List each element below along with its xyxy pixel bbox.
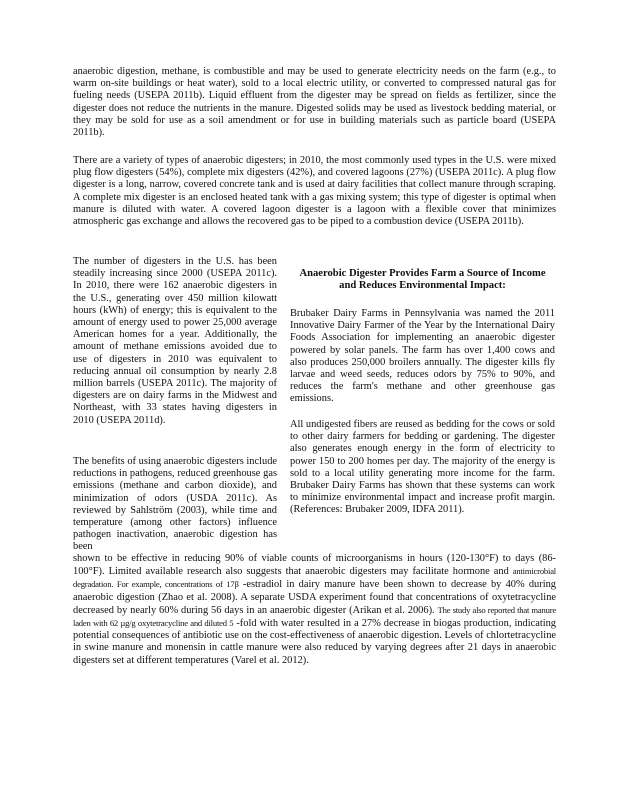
text-run-small: The study also reported that manure laden with 62 µg/g oxytetracycline and diluted 5: [73, 604, 557, 629]
case-study-paragraph-2: All undigested fibers are reused as bedding for the cows or sold to other dairy farmers for bedding or gardening. The digester also generates enough energy in the form of electricity to power 150 to 200 homes per day. The majority of the energy is sold to a local utility generating more income for the farm. Brubaker Dairy Farms has shown that these systems can work to minimize environmental impact and increase profit margin. (References: Brubaker 2009, IDFA 2011).: [290, 419, 555, 516]
text-run: -estradiol in dairy manure have been shown to decrease by 40% during anaerobic digestion (Zhao et al. 2008). A separate USDA experiment found that concentrations of oxytetracycline decreased by nearly 60% during 56 days in an anaerobic digester (Arikan et al. 2006).: [73, 579, 556, 616]
case-study-heading: Anaerobic Digester Provides Farm a Source of Income and Reduces Environmental Impact:: [299, 268, 546, 292]
paragraph-digester-count: The number of digesters in the U.S. has been steadily increasing since 2000 (USEPA 2011c). In 2010, there were 162 anaerobic digesters in the U.S., generating over 450 million kilowatt hours (kWh) of energy; this is equivalent to the amount of energy used to power 25,000 average American homes for a year. Additionally, the amount of methane emissions avoided due to use of digesters in 2010 was equivalent to reducing annual oil consumption by nearly 2.8 million barrels (USEPA 2011c). The majority of digesters are on dairy farms in the Midwest and Northeast, with 33 states having digesters in 2010 (USEPA 2011d).: [73, 256, 277, 426]
paragraph-digestion-uses: anaerobic digestion, methane, is combustible and may be used to generate electricity needs on the farm (e.g., to warm on-site buildings or heat water), sold to a local electric utility, or converted to compressed natural gas for fueling needs (USEPA 2011b). Liquid effluent from the digester may be spread on fields as fertilizer, since the digester does not reduce the nutrients in the manure. Digested solids may be used as livestock bedding material, or they may be sold for use as a soil amendment or for use in building materials such as particle board (USEPA 2011b).: [73, 66, 556, 139]
paragraph-benefits: The benefits of using anaerobic digesters include reductions in pathogens, reduced greenhouse gas emissions (methane and carbon dioxide), and minimization of odors (USDA 2011c). As reviewed by Sahlström (2003), while time and temperature (among other factors) influence pathogen inactivation, anaerobic digestion has been: [73, 456, 277, 553]
paragraph-digester-types: There are a variety of types of anaerobic digesters; in 2010, the most commonly used types in the U.S. were mixed plug flow digesters (54%), complete mix digesters (42%), and covered lagoons (27%) (USEPA 2011c). A plug flow digester is a long, narrow, covered concrete tank and is used at dairy facilities that collect manure through scraping. A complete mix digester is an enclosed heated tank with a gas mixing system; this type of digester is optimal when manure is diluted with water. A covered lagoon digester is a lagoon with a flexible cover that minimizes atmospheric gas exchange and allows the recovered gas to be piped to a combustion device (USEPA 2011b).: [73, 155, 556, 228]
case-study-paragraph-1: Brubaker Dairy Farms in Pennsylvania was named the 2011 Innovative Dairy Farmer of the Year by the International Dairy Foods Association for implementing an anaerobic digester powered by solar panels. The farm has over 1,400 cows and also produces 250,000 broilers annually. The digester kills fly larvae and weed seeds, reduces odors by 75% to 90%, and reduces the farm's methane and other greenhouse gas emissions.: [290, 308, 555, 405]
text-run: -fold with water resulted in a 27% decrease in biogas production, indicating potential consequences of antibiotic use on the cost-effectiveness of anaerobic digestion. Levels of chlortetracycline in swine manure and monensin in cattle manure were also reduced by varying degrees after 21 days in anaerobic digesters set at different temperatures (Varel et al. 2012).: [73, 618, 556, 666]
paragraph-pathogen-reduction: [73, 553, 556, 667]
text-run-small: antimicrobial degradation. For example, concentrations of 17β: [73, 566, 556, 590]
text-run: shown to be effective in reducing 90% of viable counts of microorganisms in hours (120-130°F) to days (86-100°F). Limited available research also suggests that anaerobic digesters may facilitate hormone and: [73, 553, 556, 578]
